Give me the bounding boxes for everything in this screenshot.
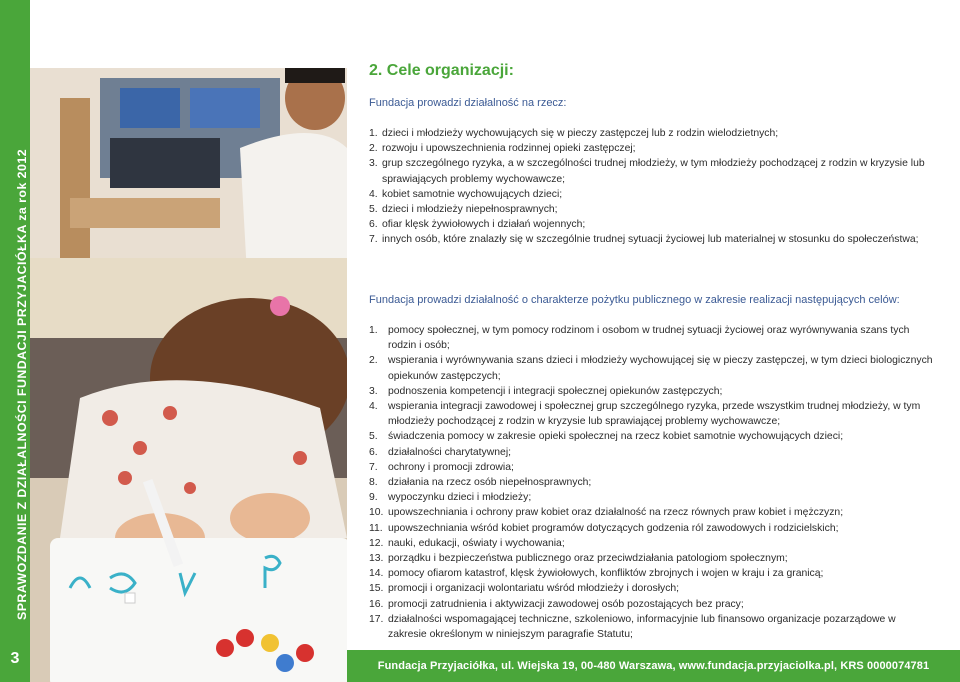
list-item: 4. kobiet samotnie wychowujących dzieci; <box>369 188 563 200</box>
list-item: 15. promocji i organizacji wolontariatu wśród młodzieży i dorosłych; <box>369 583 680 595</box>
list-item: 1. dzieci i młodzieży wychowujących się w pieczy zastępczej lub z rodzin wielodzietnych; <box>369 128 779 139</box>
list-item: 6. ofiar klęsk żywiołowych i działań wojennych; <box>369 219 586 231</box>
list-item: 2. rozwoju i upowszechnienia rodzinnej opieki zastępczej; <box>369 143 636 155</box>
section-intro: Fundacja prowadzi działalność na rzecz: <box>369 97 567 109</box>
list-item: 13. porządku i bezpieczeństwa publicznego oraz przeciwdziałania patologiom społecznym; <box>369 553 788 565</box>
goals-list <box>369 323 935 642</box>
list-item: 3. grup szczególnego ryzyka, a w szczególności trudnej młodzieży, w tym młodzieży pochodzącej z rodzin w kryzysie lub sprawiających problemy wychowawcze; <box>369 158 925 185</box>
sidebar <box>0 0 30 682</box>
list-item: 9. wypoczynku dzieci i młodzieży; <box>369 492 532 504</box>
list-item: 5. dzieci i młodzieży niepełnosprawnych; <box>369 204 558 216</box>
list-item: 16. promocji zatrudnienia i aktywizacji zawodowej osób pozostających bez pracy; <box>369 598 744 610</box>
report-title: SPRAWOZDANIE Z DZIAŁALNOŚCI FUNDACJI PRZYJACIÓŁKA za rok 2012 <box>15 148 29 620</box>
footer-text: Fundacja Przyjaciółka, ul. Wiejska 19, 00-480 Warszawa, www.fundacja.przyjaciolka.pl, KRS 0000074781 <box>377 660 930 672</box>
footer <box>347 650 960 682</box>
list-item: 2. wspierania i wyrównywania szans dzieci i młodzieży wychowującej się w pieczy zastępczej, w tym dzieci biologicznych opiekunów zastępczych; <box>369 355 933 382</box>
page-number: 3 <box>10 650 20 667</box>
list-item: 5. świadczenia pomocy w zakresie opieki społecznej na rzecz kobiet samotnie wychowujących dzieci; <box>369 431 844 443</box>
list-item: 10. upowszechniania i ochrony praw kobiet oraz działalność na rzecz równych praw kobiet i mężczyzn; <box>369 507 844 519</box>
list-item: 7. ochrony i promocji zdrowia; <box>369 461 514 473</box>
list-item: 14. pomocy ofiarom katastrof, klęsk żywiołowych, konfliktów zbrojnych i wojen w kraju i za granicą; <box>369 568 824 580</box>
list-item: 11. upowszechniania wśród kobiet programów dotyczących godzenia ról zawodowych i rodzicielskich; <box>369 522 839 534</box>
list-item: 1. pomocy społecznej, w tym pomocy rodzinom i osobom w trudnej sytuacji życiowej oraz wyrównywania szans tych rodzin i osób; <box>369 325 910 352</box>
list-item: 12. nauki, edukacji, oświaty i wychowania; <box>369 537 565 549</box>
list-item: 4. wspierania integracji zawodowej i społecznej grup szczególnego ryzyka, przede wszystkim trudnej młodzieży, w tym młodzieży pochodzącej z rodzin w kryzysie lub sprawiającej problemy wychowawcze; <box>369 401 921 428</box>
list-item: 6. działalności charytatywnej; <box>369 446 512 458</box>
list-item: 17. działalności wspomagającej techniczne, szkoleniowo, informacyjnie lub finansowo organizacje pozarządowe w zakresie określonym w niniejszym paragrafie Statutu; <box>369 613 896 641</box>
list-item: 8. działania na rzecz osób niepełnosprawnych; <box>369 477 592 489</box>
list-item: 7. innych osób, które znalazły się w szczególnie trudnej sytuacji życiowej lub materialnej w stosunku do społeczeństwa; <box>369 234 919 246</box>
list-item: 3. podnoszenia kompetencji i integracji społecznej opiekunów zastępczych; <box>369 385 723 397</box>
goals-intro: Fundacja prowadzi działalność o charakterze pożytku publicznego w zakresie realizacji następujących celów: <box>369 294 900 306</box>
section-heading: 2. Cele organizacji: <box>369 62 514 79</box>
beneficiaries-list <box>369 126 929 248</box>
classroom-photo <box>30 68 347 682</box>
